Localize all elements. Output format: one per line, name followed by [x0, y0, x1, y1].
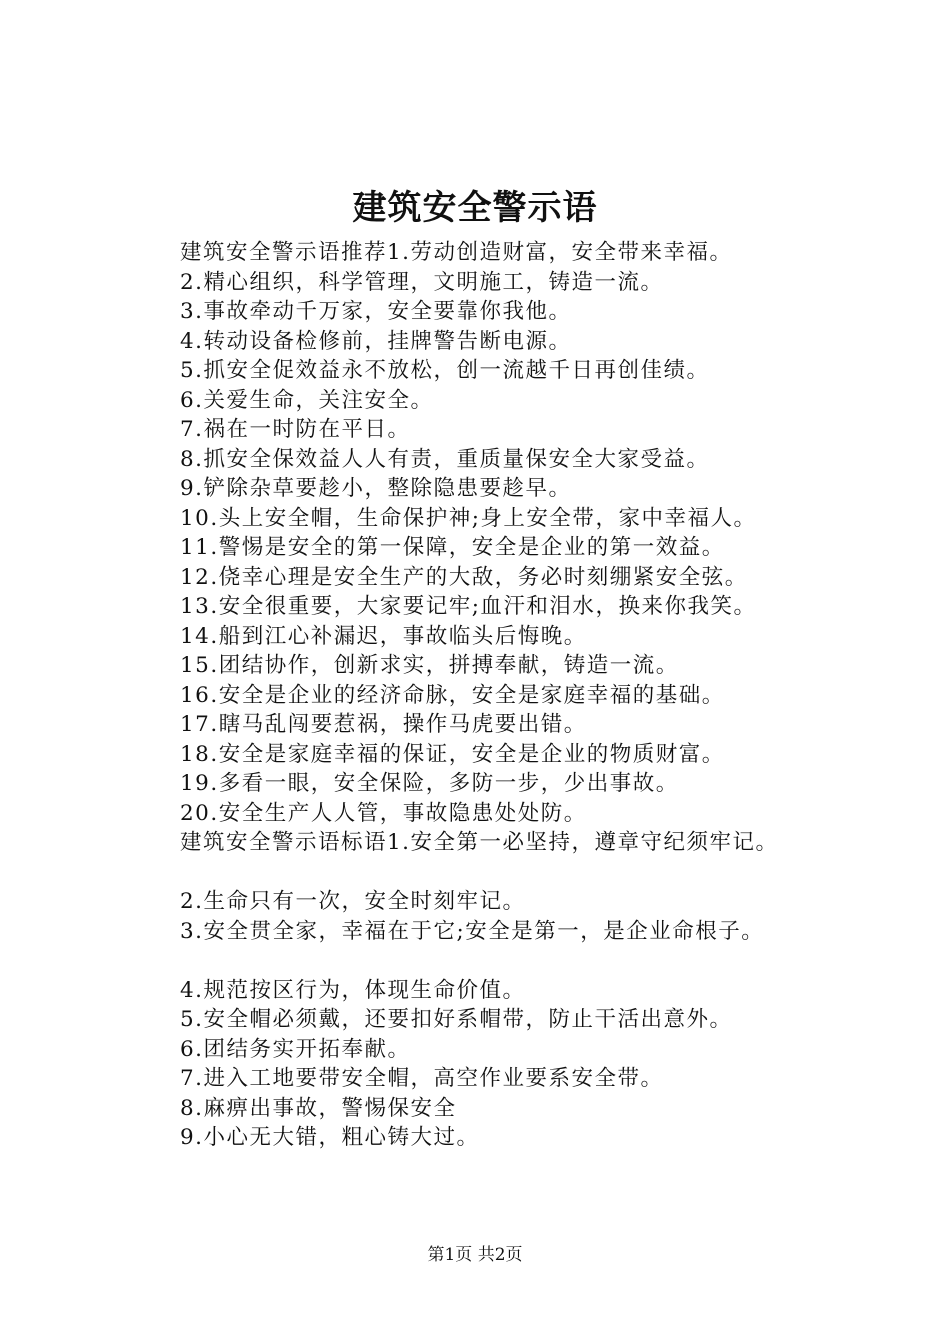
text-line: 3.安全贯全家，幸福在于它;安全是第一，是企业命根子。: [180, 918, 765, 944]
blank-line: [180, 946, 920, 976]
text-line: 8.抓安全保效益人人有责，重质量保安全大家受益。: [180, 446, 710, 472]
text-line: 18.安全是家庭幸福的保证，安全是企业的物质财富。: [180, 741, 725, 767]
text-line: 20.安全生产人人管，事故隐患处处防。: [180, 800, 587, 826]
text-line: 19.多看一眼，安全保险，多防一步，少出事故。: [180, 771, 679, 796]
text-line: 2.精心组织，科学管理，文明施工，铸造一流。: [180, 269, 664, 295]
text-line: 8.麻痹出事故，警惕保安全: [180, 1095, 457, 1121]
text-line: 9.铲除杂草要趁小，整除隐患要趁早。: [180, 476, 572, 501]
text-line: 15.团结协作，创新求实，拼搏奉献，铸造一流。: [180, 653, 679, 678]
text-line: 10.头上安全帽，生命保护神;身上安全带，家中幸福人。: [180, 505, 757, 531]
text-line: 6.关爱生命，关注安全。: [180, 387, 434, 413]
text-line: 5.安全帽必须戴，还要扣好系帽带，防止干活出意外。: [180, 1007, 733, 1032]
text-line: 12.侥幸心理是安全生产的大敌，务必时刻绷紧安全弦。: [180, 564, 748, 590]
text-line: 17.瞎马乱闯要惹祸，操作马虎要出错。: [180, 712, 587, 737]
blank-line: [180, 858, 920, 888]
text-line: 9.小心无大错，粗心铸大过。: [180, 1125, 480, 1150]
text-line: 5.抓安全促效益永不放松，创一流越千日再创佳绩。: [180, 358, 710, 383]
document-title: 建筑安全警示语: [352, 188, 598, 228]
text-line: 4.转动设备检修前，挂牌警告断电源。: [180, 328, 572, 354]
text-line: 2.生命只有一次，安全时刻牢记。: [180, 889, 526, 914]
page-number-footer: 第1页 共2页: [427, 1245, 523, 1265]
text-line: 4.规范按区行为，体现生命价值。: [180, 977, 526, 1003]
text-line: 11.警惕是安全的第一保障，安全是企业的第一效益。: [180, 535, 725, 560]
text-line: 13.安全很重要，大家要记牢;血汗和泪水，换来你我笑。: [180, 594, 757, 619]
document-body: [180, 238, 920, 1153]
text-line: 16.安全是企业的经济命脉，安全是家庭幸福的基础。: [180, 682, 725, 708]
text-line: 7.进入工地要带安全帽，高空作业要系安全带。: [180, 1066, 664, 1091]
text-line: 3.事故牵动千万家，安全要靠你我他。: [180, 299, 572, 324]
text-line: 14.船到江心补漏迟，事故临头后悔晚。: [180, 623, 587, 649]
text-line: 建筑安全警示语标语1.安全第一必坚持，遵章守纪须牢记。: [180, 830, 779, 855]
text-line: 建筑安全警示语推荐1.劳动创造财富，安全带来幸福。: [180, 240, 733, 265]
text-line: 6.团结务实开拓奉献。: [180, 1036, 411, 1062]
text-line: 7.祸在一时防在平日。: [180, 417, 411, 442]
